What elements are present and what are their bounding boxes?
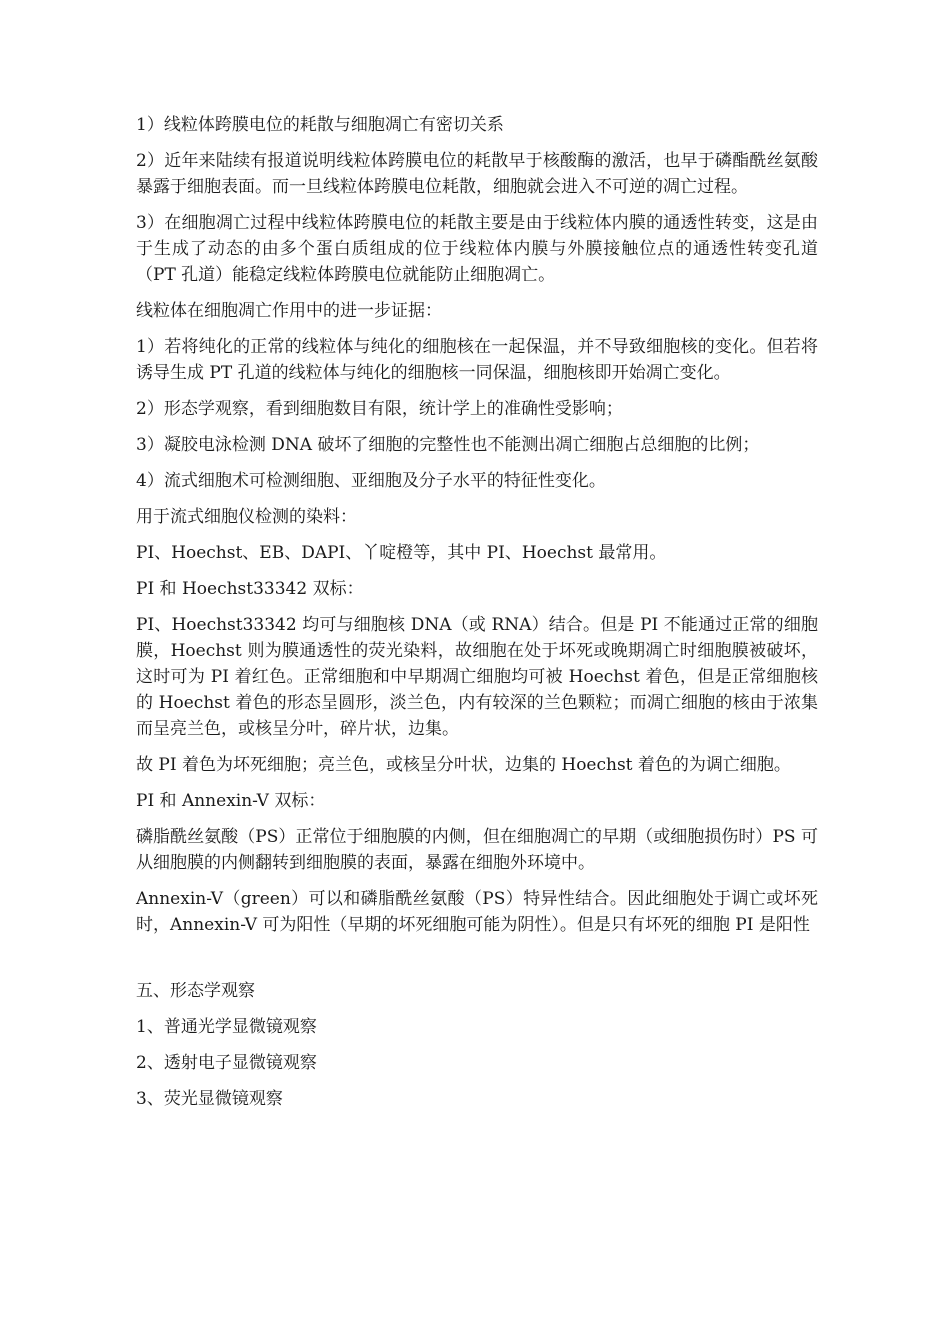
paragraph-evidence-2: 2）形态学观察，看到细胞数目有限，统计学上的准确性受影响； xyxy=(136,399,623,419)
paragraph-dyes-list: PI、Hoechst、EB、DAPI、丫啶橙等，其中 PI、Hoechst 最常用。 xyxy=(136,543,667,563)
paragraph-evidence-3: 3）凝胶电泳检测 DNA 破坏了细胞的完整性也不能测出凋亡细胞占总细胞的比例； xyxy=(136,435,760,455)
list-item-fluorescence-microscope: 3、荧光显微镜观察 xyxy=(136,1089,283,1109)
list-item-tem: 2、透射电子显微镜观察 xyxy=(136,1053,317,1073)
paragraph-ps-description: 磷脂酰丝氨酸（PS）正常位于细胞膜的内侧，但在细胞凋亡的早期（或细胞损伤时）PS 可从细胞膜的内侧翻转到细胞膜的表面，暴露在细胞外环境中。 xyxy=(136,827,818,873)
paragraph-pi-hoechst-heading: PI 和 Hoechst33342 双标： xyxy=(136,579,364,599)
paragraph-evidence-1: 1）若将纯化的正常的线粒体与纯化的细胞核在一起保温，并不导致细胞核的变化。但若将诱导生成 PT 孔道的线粒体与纯化的细胞核一同保温，细胞核即开始凋亡变化。 xyxy=(136,337,818,383)
paragraph-pt-channel: 3）在细胞凋亡过程中线粒体跨膜电位的耗散主要是由于线粒体内膜的通透性转变，这是由于生成了动态的由多个蛋白质组成的位于线粒体内膜与外膜接触位点的通透性转变孔道（PT 孔道）能稳定线粒体跨膜电位就能防止细胞凋亡。 xyxy=(136,213,818,285)
section-title-morphology: 五、形态学观察 xyxy=(136,981,255,1001)
paragraph-pi-annexin-heading: PI 和 Annexin-V 双标： xyxy=(136,791,326,811)
paragraph-dyes-heading: 用于流式细胞仪检测的染料： xyxy=(136,507,357,527)
document-page xyxy=(136,112,818,1122)
list-item-light-microscope: 1、普通光学显微镜观察 xyxy=(136,1017,317,1037)
paragraph-annexin-binding: Annexin-V（green）可以和磷脂酰丝氨酸（PS）特异性结合。因此细胞处于调亡或坏死时，Annexin-V 可为阳性（早期的坏死细胞可能为阴性）。但是只有坏死的细胞 PI 是阳性 xyxy=(136,889,818,935)
paragraph-pi-hoechst-conclusion: 故 PI 着色为坏死细胞；亮兰色，或核呈分叶状，边集的 Hoechst 着色的为调亡细胞。 xyxy=(136,755,791,775)
section-spacer xyxy=(136,948,818,978)
paragraph-pi-hoechst-body: PI、Hoechst33342 均可与细胞核 DNA（或 RNA）结合。但是 PI 不能通过正常的细胞膜，Hoechst 则为膜通透性的荧光染料，故细胞在处于坏死或晚期凋亡时细胞膜被破坏，这时可为 PI 着红色。正常细胞和中早期凋亡细胞均可被 Hoechst 着色，但是正常细胞核的 Hoechst 着色的形态呈圆形，淡兰色，内有较深的兰色颗粒；而凋亡细胞的核由于浓集而呈亮兰色，或核呈分叶，碎片状，边集。 xyxy=(136,615,818,739)
paragraph-mito-potential-relation: 1）线粒体跨膜电位的耗散与细胞凋亡有密切关系 xyxy=(136,115,504,135)
paragraph-evidence-4: 4）流式细胞术可检测细胞、亚细胞及分子水平的特征性变化。 xyxy=(136,471,606,491)
paragraph-evidence-heading: 线粒体在细胞凋亡作用中的进一步证据： xyxy=(136,301,442,321)
paragraph-mito-potential-early: 2）近年来陆续有报道说明线粒体跨膜电位的耗散早于核酸酶的激活，也早于磷酯酰丝氨酸暴露于细胞表面。而一旦线粒体跨膜电位耗散，细胞就会进入不可逆的凋亡过程。 xyxy=(136,151,818,197)
